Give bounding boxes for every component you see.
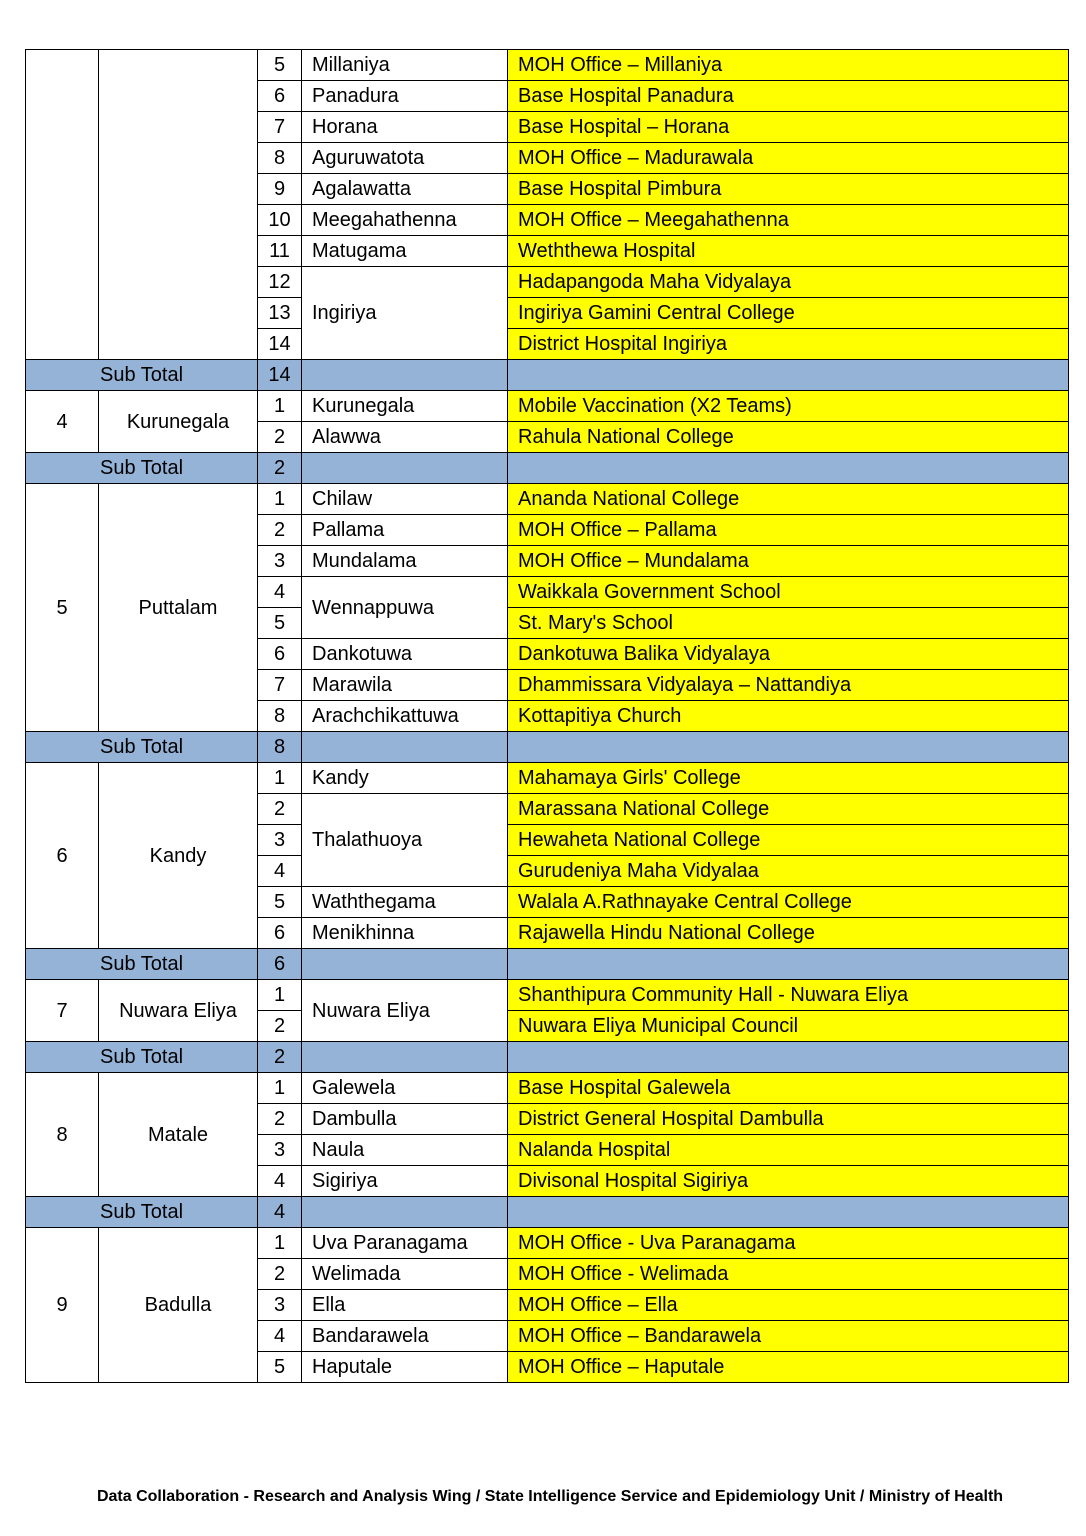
row-index: 7 xyxy=(258,112,302,143)
vaccination-location: Dankotuwa Balika Vidyalaya xyxy=(508,639,1069,670)
subtotal-empty-cell xyxy=(302,1197,508,1228)
district-number: 4 xyxy=(26,391,99,453)
moh-area: Wennappuwa xyxy=(302,577,508,639)
footer-credit: Data Collaboration - Research and Analysis Wing / State Intelligence Service and Epidemiology Unit / Ministry of Health xyxy=(96,1488,1004,1505)
row-index: 1 xyxy=(258,980,302,1011)
moh-area: Ingiriya xyxy=(302,267,508,360)
row-index: 4 xyxy=(258,1166,302,1197)
table-body xyxy=(26,50,1069,1383)
subtotal-empty-cell xyxy=(302,360,508,391)
row-index: 8 xyxy=(258,701,302,732)
district-name: Nuwara Eliya xyxy=(99,980,258,1042)
row-index: 2 xyxy=(258,1104,302,1135)
vaccination-location: Mobile Vaccination (X2 Teams) xyxy=(508,391,1069,422)
vaccination-location: Rajawella Hindu National College xyxy=(508,918,1069,949)
subtotal-empty-cell xyxy=(508,1197,1069,1228)
moh-area: Alawwa xyxy=(302,422,508,453)
row-index: 2 xyxy=(258,1011,302,1042)
vaccination-location: MOH Office – Bandarawela xyxy=(508,1321,1069,1352)
table-row xyxy=(26,980,1069,1011)
row-index: 4 xyxy=(258,856,302,887)
vaccination-location: MOH Office – Madurawala xyxy=(508,143,1069,174)
row-index: 3 xyxy=(258,546,302,577)
row-index: 6 xyxy=(258,918,302,949)
vaccination-location: Base Hospital Galewela xyxy=(508,1073,1069,1104)
vaccination-location: MOH Office – Mundalama xyxy=(508,546,1069,577)
moh-area: Nuwara Eliya xyxy=(302,980,508,1042)
moh-area: Agalawatta xyxy=(302,174,508,205)
vaccination-location: Weththewa Hospital xyxy=(508,236,1069,267)
moh-area: Panadura xyxy=(302,81,508,112)
row-index: 2 xyxy=(258,1259,302,1290)
district-name: Kandy xyxy=(99,763,258,949)
table-row xyxy=(26,484,1069,515)
vaccination-centers-table xyxy=(25,49,1069,1383)
row-index: 3 xyxy=(258,1135,302,1166)
subtotal-empty-cell xyxy=(508,1042,1069,1073)
vaccination-location: MOH Office - Welimada xyxy=(508,1259,1069,1290)
subtotal-empty-cell xyxy=(302,949,508,980)
subtotal-label: Sub Total xyxy=(26,949,258,980)
vaccination-location: Divisonal Hospital Sigiriya xyxy=(508,1166,1069,1197)
vaccination-location: Ingiriya Gamini Central College xyxy=(508,298,1069,329)
moh-area: Arachchikattuwa xyxy=(302,701,508,732)
vaccination-location: Base Hospital Panadura xyxy=(508,81,1069,112)
vaccination-location: St. Mary's School xyxy=(508,608,1069,639)
row-index: 1 xyxy=(258,763,302,794)
subtotal-count: 8 xyxy=(258,732,302,763)
row-index: 2 xyxy=(258,422,302,453)
vaccination-location: Hadapangoda Maha Vidyalaya xyxy=(508,267,1069,298)
subtotal-row xyxy=(26,360,1069,391)
moh-area: Aguruwatota xyxy=(302,143,508,174)
vaccination-location: Marassana National College xyxy=(508,794,1069,825)
row-index: 1 xyxy=(258,484,302,515)
row-index: 9 xyxy=(258,174,302,205)
vaccination-location: Walala A.Rathnayake Central College xyxy=(508,887,1069,918)
district-name: Matale xyxy=(99,1073,258,1197)
moh-area: Welimada xyxy=(302,1259,508,1290)
row-index: 4 xyxy=(258,577,302,608)
row-index: 5 xyxy=(258,1352,302,1383)
table-row xyxy=(26,1073,1069,1104)
table-row xyxy=(26,1228,1069,1259)
row-index: 3 xyxy=(258,1290,302,1321)
moh-area: Matugama xyxy=(302,236,508,267)
subtotal-empty-cell xyxy=(508,732,1069,763)
row-index: 13 xyxy=(258,298,302,329)
row-index: 6 xyxy=(258,639,302,670)
subtotal-empty-cell xyxy=(302,732,508,763)
vaccination-location: District Hospital Ingiriya xyxy=(508,329,1069,360)
vaccination-location: MOH Office – Millaniya xyxy=(508,50,1069,81)
row-index: 5 xyxy=(258,887,302,918)
row-index: 5 xyxy=(258,608,302,639)
moh-area: Dambulla xyxy=(302,1104,508,1135)
row-index: 1 xyxy=(258,1073,302,1104)
subtotal-empty-cell xyxy=(302,1042,508,1073)
subtotal-label: Sub Total xyxy=(26,732,258,763)
moh-area: Millaniya xyxy=(302,50,508,81)
row-index: 5 xyxy=(258,50,302,81)
moh-area: Menikhinna xyxy=(302,918,508,949)
vaccination-location: MOH Office – Haputale xyxy=(508,1352,1069,1383)
row-index: 7 xyxy=(258,670,302,701)
row-index: 14 xyxy=(258,329,302,360)
moh-area: Haputale xyxy=(302,1352,508,1383)
moh-area: Pallama xyxy=(302,515,508,546)
subtotal-empty-cell xyxy=(508,453,1069,484)
row-index: 11 xyxy=(258,236,302,267)
subtotal-empty-cell xyxy=(508,949,1069,980)
vaccination-location: Dhammissara Vidyalaya – Nattandiya xyxy=(508,670,1069,701)
vaccination-location: Nuwara Eliya Municipal Council xyxy=(508,1011,1069,1042)
district-number: 9 xyxy=(26,1228,99,1383)
vaccination-location: Kottapitiya Church xyxy=(508,701,1069,732)
moh-area: Uva Paranagama xyxy=(302,1228,508,1259)
vaccination-location: Rahula National College xyxy=(508,422,1069,453)
row-index: 1 xyxy=(258,1228,302,1259)
moh-area: Sigiriya xyxy=(302,1166,508,1197)
district-name: Kurunegala xyxy=(99,391,258,453)
moh-area: Dankotuwa xyxy=(302,639,508,670)
vaccination-location: MOH Office – Meegahathenna xyxy=(508,205,1069,236)
moh-area: Naula xyxy=(302,1135,508,1166)
moh-area: Thalathuoya xyxy=(302,794,508,887)
row-index: 2 xyxy=(258,794,302,825)
subtotal-row xyxy=(26,732,1069,763)
district-number: 8 xyxy=(26,1073,99,1197)
vaccination-location: Nalanda Hospital xyxy=(508,1135,1069,1166)
moh-area: Bandarawela xyxy=(302,1321,508,1352)
moh-area: Kurunegala xyxy=(302,391,508,422)
subtotal-row xyxy=(26,453,1069,484)
moh-area: Horana xyxy=(302,112,508,143)
district-number xyxy=(26,50,99,360)
moh-area: Mundalama xyxy=(302,546,508,577)
vaccination-location: District General Hospital Dambulla xyxy=(508,1104,1069,1135)
row-index: 4 xyxy=(258,1321,302,1352)
row-index: 2 xyxy=(258,515,302,546)
vaccination-location: Mahamaya Girls' College xyxy=(508,763,1069,794)
vaccination-location: MOH Office - Uva Paranagama xyxy=(508,1228,1069,1259)
subtotal-count: 2 xyxy=(258,1042,302,1073)
vaccination-location: MOH Office – Ella xyxy=(508,1290,1069,1321)
row-index: 10 xyxy=(258,205,302,236)
subtotal-row xyxy=(26,1042,1069,1073)
row-index: 1 xyxy=(258,391,302,422)
moh-area: Waththegama xyxy=(302,887,508,918)
district-name: Puttalam xyxy=(99,484,258,732)
vaccination-location: Gurudeniya Maha Vidyalaa xyxy=(508,856,1069,887)
vaccination-location: Shanthipura Community Hall - Nuwara Eliya xyxy=(508,980,1069,1011)
subtotal-count: 6 xyxy=(258,949,302,980)
district-number: 6 xyxy=(26,763,99,949)
row-index: 3 xyxy=(258,825,302,856)
subtotal-label: Sub Total xyxy=(26,360,258,391)
table-row xyxy=(26,391,1069,422)
table-row xyxy=(26,763,1069,794)
district-number: 5 xyxy=(26,484,99,732)
subtotal-label: Sub Total xyxy=(26,1042,258,1073)
vaccination-location: Hewaheta National College xyxy=(508,825,1069,856)
moh-area: Ella xyxy=(302,1290,508,1321)
moh-area: Chilaw xyxy=(302,484,508,515)
subtotal-row xyxy=(26,949,1069,980)
subtotal-label: Sub Total xyxy=(26,1197,258,1228)
vaccination-centers-table-container xyxy=(25,49,1069,1383)
subtotal-count: 4 xyxy=(258,1197,302,1228)
district-name xyxy=(99,50,258,360)
row-index: 12 xyxy=(258,267,302,298)
vaccination-location: Base Hospital Pimbura xyxy=(508,174,1069,205)
subtotal-empty-cell xyxy=(508,360,1069,391)
subtotal-empty-cell xyxy=(302,453,508,484)
moh-area: Galewela xyxy=(302,1073,508,1104)
subtotal-count: 14 xyxy=(258,360,302,391)
vaccination-location: Base Hospital – Horana xyxy=(508,112,1069,143)
row-index: 8 xyxy=(258,143,302,174)
table-row xyxy=(26,50,1069,81)
subtotal-row xyxy=(26,1197,1069,1228)
subtotal-label: Sub Total xyxy=(26,453,258,484)
vaccination-location: MOH Office – Pallama xyxy=(508,515,1069,546)
subtotal-count: 2 xyxy=(258,453,302,484)
moh-area: Meegahathenna xyxy=(302,205,508,236)
row-index: 6 xyxy=(258,81,302,112)
vaccination-location: Ananda National College xyxy=(508,484,1069,515)
district-number: 7 xyxy=(26,980,99,1042)
moh-area: Marawila xyxy=(302,670,508,701)
district-name: Badulla xyxy=(99,1228,258,1383)
vaccination-location: Waikkala Government School xyxy=(508,577,1069,608)
moh-area: Kandy xyxy=(302,763,508,794)
